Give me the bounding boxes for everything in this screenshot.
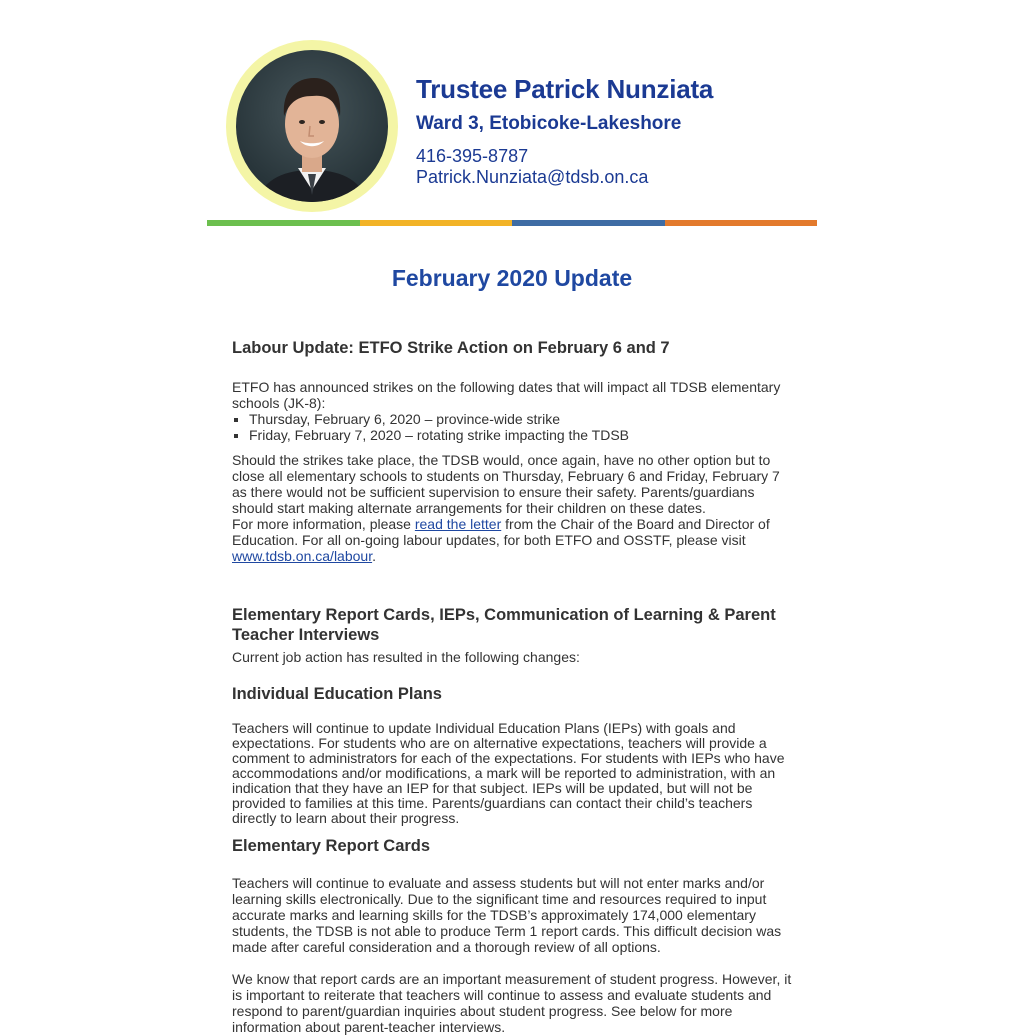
newsletter-body bbox=[232, 338, 794, 1035]
stripe-green bbox=[207, 220, 360, 226]
report-cards-subheading: Elementary Report Cards bbox=[232, 837, 431, 855]
stripe-orange bbox=[665, 220, 818, 226]
trustee-phone: 416-395-8787 bbox=[416, 146, 529, 166]
trustee-photo bbox=[236, 50, 388, 202]
more-info-prefix: For more information, please bbox=[232, 516, 415, 532]
trustee-ward: Ward 3, Etobicoke-Lakeshore bbox=[416, 113, 682, 134]
stripe-yellow bbox=[360, 220, 513, 226]
stripe-blue bbox=[512, 220, 665, 226]
trustee-photo-frame bbox=[226, 40, 398, 212]
labour-more-info bbox=[232, 516, 794, 564]
report-cards-body-1: Teachers will continue to evaluate and assess students but will not enter marks and/or learning skills electronically. Due to the significant time and resources required to input accurate marks and learning skills for the TDSB’s approximately 174,000 elementary students, the TDSB is not able to produce Term 1 report cards. This difficult decision was made after careful consideration and a thorough review of all options. bbox=[232, 875, 782, 955]
read-the-letter-link[interactable]: read the letter bbox=[414, 516, 502, 532]
more-info-suffix: . bbox=[372, 548, 376, 564]
trustee-portrait-icon bbox=[236, 50, 388, 202]
labour-updates-link[interactable]: www.tdsb.on.ca/labour bbox=[232, 548, 373, 564]
report-cards-heading: Elementary Report Cards, IEPs, Communication of Learning & Parent Teacher Interviews bbox=[232, 606, 776, 644]
iep-heading: Individual Education Plans bbox=[232, 685, 442, 703]
labour-body: Should the strikes take place, the TDSB would, once again, have no other option but to close all elementary schools to students on Thursday, February 6 and Friday, February 7 as there would not be sufficient supervision to ensure their safety. Parents/guardians should start making alternate arrangements for their children on these dates. bbox=[232, 452, 780, 516]
strike-date-list bbox=[232, 411, 794, 443]
report-cards-intro: Current job action has resulted in the following changes: bbox=[232, 649, 580, 665]
trustee-name: Trustee Patrick Nunziata bbox=[416, 74, 714, 104]
labour-heading: Labour Update: ETFO Strike Action on February 6 and 7 bbox=[232, 339, 670, 357]
color-stripe-divider bbox=[207, 220, 817, 226]
list-item: ▪ Thursday, February 6, 2020 – province-wide strike bbox=[249, 411, 794, 427]
newsletter-header bbox=[207, 38, 817, 226]
trustee-email: Patrick.Nunziata@tdsb.on.ca bbox=[416, 167, 649, 187]
report-cards-body-2: We know that report cards are an important measurement of student progress. However, it is important to reiterate that teachers will continue to assess and evaluate students and respond to parent/guardian inquiries about student progress. See below for more information about parent-teacher interviews. bbox=[232, 971, 792, 1035]
newsletter-title: February 2020 Update bbox=[391, 265, 633, 291]
iep-body: Teachers will continue to update Individual Education Plans (IEPs) with goals and expectations. For students who are on alternative expectations, teachers will provide a comment to administrators for each of the expectations. For students with IEPs who have accommodations and/or modifications, a mark will be reported to administration, with an indication that they have an IEP for that subject. IEPs will be updated, but will not be provided to families at this time. Parents/guardians can contact their child’s teachers directly to learn about their progress. bbox=[232, 720, 785, 826]
list-item: ▪ Friday, February 7, 2020 – rotating strike impacting the TDSB bbox=[249, 427, 794, 443]
labour-intro: ETFO has announced strikes on the following dates that will impact all TDSB elementary schools (JK-8): bbox=[232, 379, 781, 411]
more-info-middle: from the Chair of the Board and Director of Education. For all on-going labour updates, for both ETFO and OSSTF, please visit bbox=[232, 516, 770, 548]
